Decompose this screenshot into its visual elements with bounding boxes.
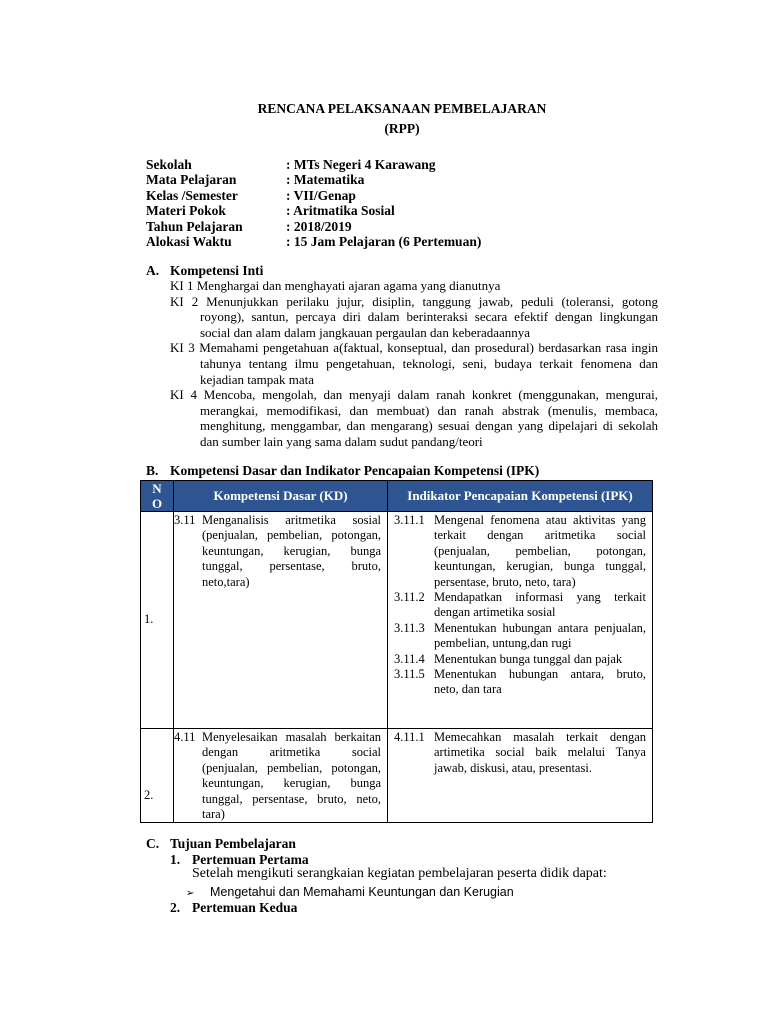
identity-row <box>146 157 481 172</box>
ipk-item: 3.11.4 Menentukan bunga tunggal dan pajak <box>394 651 623 666</box>
ipk-item: 3.11.1 Mengenal fenomena atau aktivitas yang terkait dengan aritmetika social (penjualan, pembelian, potongan, keuntungan, kerugian, bunga tunggal, persentase, bruto, neto, tara) <box>394 513 646 589</box>
identity-row <box>146 188 481 203</box>
meeting-intro: Setelah mengikuti serangkaian kegiatan pembelajaran peserta didik dapat: <box>192 866 607 881</box>
identity-label: Tahun Pelajaran <box>146 218 243 234</box>
identity-row <box>146 172 481 187</box>
identity-label: Kelas /Semester <box>146 187 238 203</box>
identity-value: : 2018/2019 <box>286 218 352 234</box>
section-b-heading: B. Kompetensi Dasar dan Indikator Pencapaian Kompetensi (IPK) <box>146 463 540 478</box>
ki-item: KI 4 Mencoba, mengolah, dan menyaji dalam ranah konkret (menggunakan, mengurai, merangkai, memodifikasi, dan membuat) dan ranah abstrak (menulis, membaca, menghitung, menggambar, dan mengarang) sesuai dengan yang dipelajari di sekolah dan sumber lain yang sama dalam sudut pandang/teori <box>170 387 658 449</box>
identity-value: : MTs Negeri 4 Karawang <box>286 157 436 172</box>
kompetensi-inti-list <box>170 278 658 450</box>
identity-value: : Matematika <box>286 172 365 188</box>
ipk-item: 4.11.1 Memecahkan masalah terkait dengan artimetika social baik melalui Tanya jawab, diskusi, atau, presentasi. <box>394 730 646 775</box>
identity-label: Sekolah <box>146 157 192 172</box>
row-number: 1. <box>141 512 174 729</box>
row-number: 2. <box>141 729 174 823</box>
meeting-title: Pertemuan Pertama <box>192 852 309 867</box>
ki-item: KI 1 Menghargai dan menghayati ajaran agama yang dianutnya <box>170 278 501 293</box>
table-row <box>141 512 653 729</box>
header-kd: Kompetensi Dasar (KD) <box>174 481 388 512</box>
identity-row <box>146 203 481 218</box>
page-subtitle: (RPP) <box>384 121 420 136</box>
section-a-heading: A. Kompetensi Inti <box>146 263 264 278</box>
identity-label: Alokasi Waktu <box>146 233 232 249</box>
identity-value: : 15 Jam Pelajaran (6 Pertemuan) <box>286 233 482 249</box>
header-ipk: Indikator Pencapaian Kompetensi (IPK) <box>388 481 653 512</box>
identity-label: Materi Pokok <box>146 203 226 219</box>
ipk-item: 3.11.5 Menentukan hubungan antara, bruto, neto, dan tara <box>394 667 646 697</box>
identity-value: : VII/Genap <box>286 187 356 203</box>
arrowhead-bullet-icon: ➢ <box>186 888 195 899</box>
ipk-item: 3.11.3 Menentukan hubungan antara penjualan, pembelian, untung,dan rugi <box>394 620 646 651</box>
meeting-1: 1. Pertemuan Pertama <box>170 852 309 867</box>
kd-item: 3.11 Menganalisis aritmetika sosial (penjualan, pembelian, potongan, keuntungan, kerugian, bunga tunggal, persentase, bruto, neto,tara) <box>174 513 381 589</box>
meeting-2: 2. Pertemuan Kedua <box>170 900 298 915</box>
page-title: RENCANA PELAKSANAAN PEMBELAJARAN <box>257 101 547 116</box>
kd-ipk-table <box>140 480 653 823</box>
ki-item: KI 2 Menunjukkan perilaku jujur, disiplin, tanggung jawab, peduli (toleransi, gotong royong), santun, percaya diri dalam berinteraksi secara efektif dengan lingkungan social dan alam dalam jangkauan pergaulan dan keberadaannya <box>170 293 658 340</box>
table-row <box>141 729 653 823</box>
identity-label: Mata Pelajaran <box>146 172 237 188</box>
bullet-item: ➢ Mengetahui dan Memahami Keuntungan dan Kerugian <box>186 885 514 899</box>
section-c-heading: C. Tujuan Pembelajaran <box>146 836 296 851</box>
identity-row <box>146 219 481 234</box>
ipk-item: 3.11.2 Mendapatkan informasi yang terkait dengan artimetika sosial <box>394 590 646 620</box>
identity-block <box>146 157 481 249</box>
kd-item: 4.11 Menyelesaikan masalah berkaitan dengan aritmetika social (penjualan, pembelian, potongan, keuntungan, kerugian, bunga tunggal, persentase, bruto, neto, tara) <box>174 730 381 822</box>
meeting-title: Pertemuan Kedua <box>192 900 298 915</box>
ki-item: KI 3 Memahami pengetahuan a(faktual, konseptual, dan prosedural) berdasarkan rasa ingin tahunya tentang ilmu pengetahuan, teknologi, seni, budaya terkait fenomena dan kejadian tampak mata <box>170 340 658 387</box>
identity-row <box>146 234 481 249</box>
identity-value: : Aritmatika Sosial <box>286 203 395 219</box>
header-no: N O <box>141 481 174 512</box>
table-header-row <box>141 481 653 512</box>
